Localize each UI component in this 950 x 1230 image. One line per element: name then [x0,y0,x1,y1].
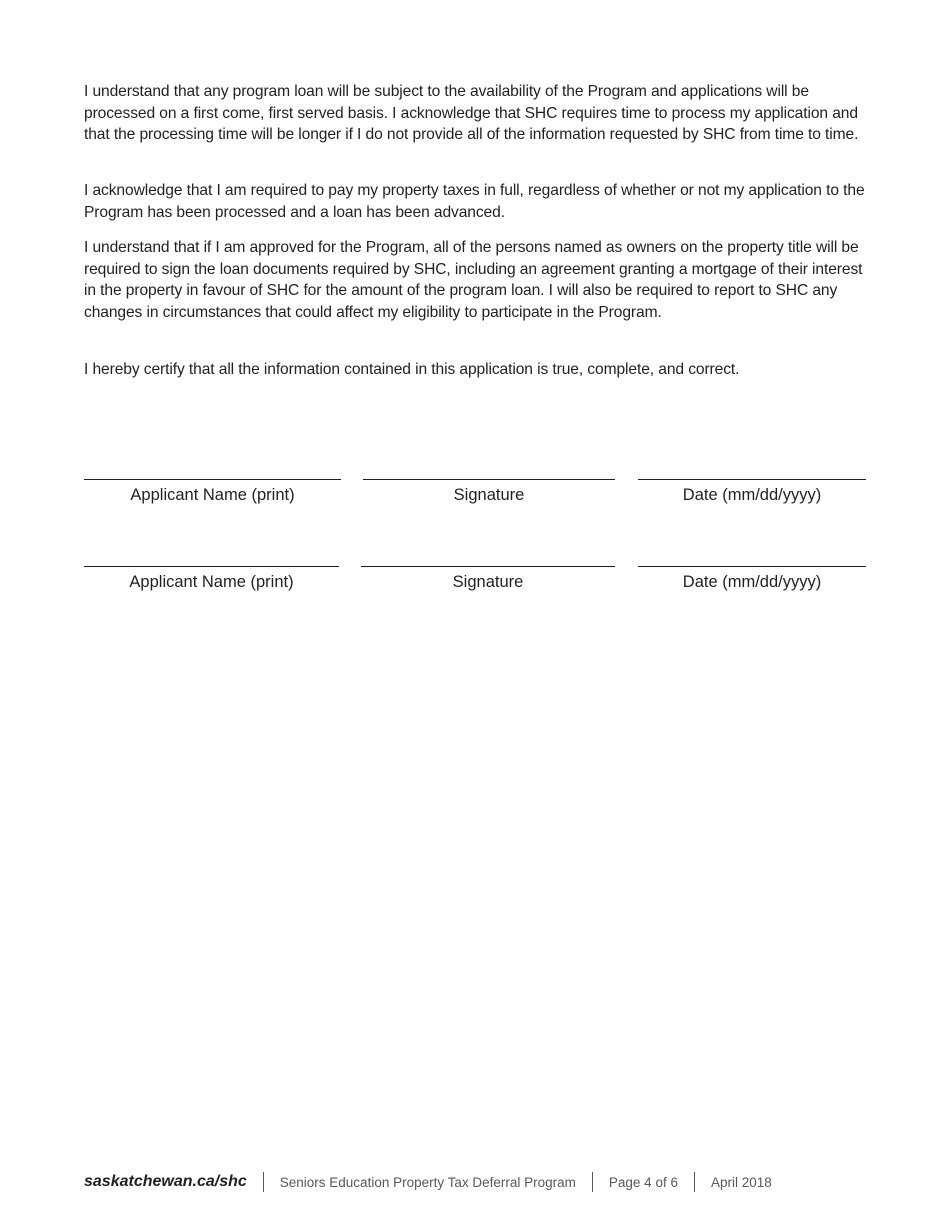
applicant-name-field-2[interactable] [84,566,339,592]
declaration-paragraph-loan-documents: I understand that if I am approved for the Program, all of the persons named as owners on the property title will be required to sign the loan documents required by SHC, including an agreement granting a mortgage of their interest in the property in favour of SHC for the amount of the program loan. I will also be required to report to SHC any changes in circumstances that could affect my eligibility to participate in the Program. [84,239,863,321]
footer-divider [592,1172,593,1192]
date-field-1[interactable] [638,479,866,505]
applicant-name-label: Applicant Name (print) [129,573,294,591]
signature-label: Signature [452,573,524,591]
footer-website-link[interactable]: saskatchewan.ca/shc [84,1173,247,1190]
declaration-paragraph-property-taxes: I acknowledge that I am required to pay my property taxes in full, regardless of whether or not my application to the Program has been processed and a loan has been advanced. [84,182,865,221]
applicant-name-field-1[interactable] [84,479,341,505]
footer-divider [694,1172,695,1192]
signature-field-1[interactable] [363,479,615,505]
footer-page-number: Page 4 of 6 [608,1174,678,1190]
page-footer [84,1170,772,1194]
date-label: Date (mm/dd/yyyy) [682,486,822,504]
date-label: Date (mm/dd/yyyy) [682,573,822,591]
declaration-paragraph-availability: I understand that any program loan will be subject to the availability of the Program and applications will be processed on a first come, first served basis. I acknowledge that SHC requires time to process my application and that the processing time will be longer if I do not provide all of the information requested by SHC from time to time. [84,83,859,144]
date-field-2[interactable] [638,566,866,592]
signature-label: Signature [453,486,525,504]
footer-divider [263,1172,264,1192]
applicant-name-label: Applicant Name (print) [130,486,295,504]
footer-date: April 2018 [710,1174,772,1190]
signature-field-2[interactable] [361,566,615,592]
footer-program-name: Seniors Education Property Tax Deferral Program [279,1174,576,1190]
declaration-paragraph-certification: I hereby certify that all the information contained in this application is true, complete, and correct. [84,361,740,378]
